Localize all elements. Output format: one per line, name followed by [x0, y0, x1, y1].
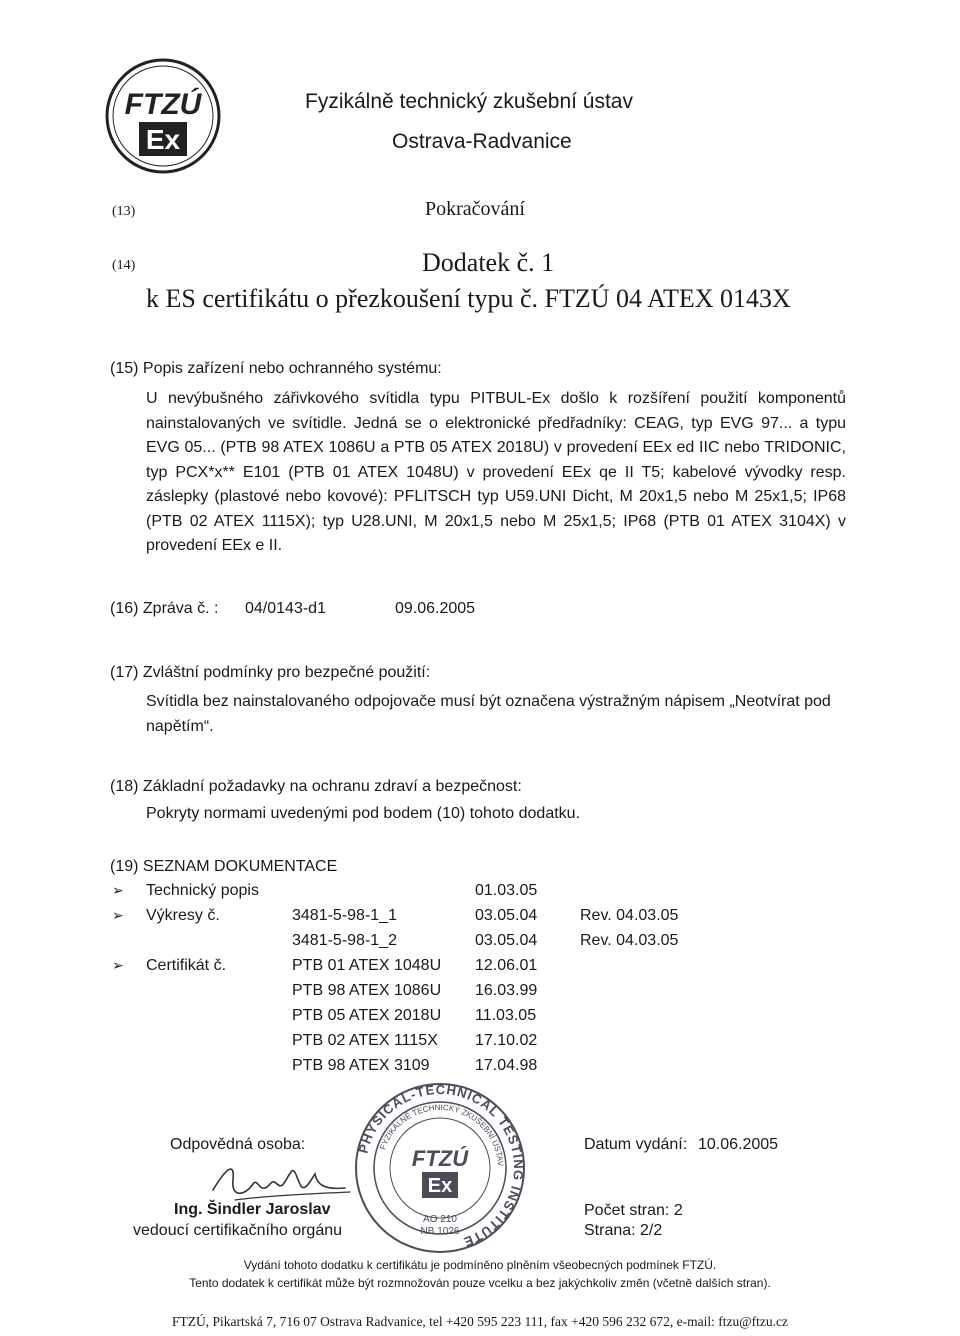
stamp-inner-ring-text: FYZIKÁLNĚ TECHNICKÝ ZKUŠEBNÍ ÚSTAV: [378, 1102, 506, 1167]
section-14-number: (14): [112, 258, 136, 273]
footer-contact: FTZÚ, Pikartská 7, 716 07 Ostrava Radvanice, tel +420 595 223 111, fax +420 596 232 672, e-mail: ftzu@ftzu.cz: [171, 1314, 789, 1329]
arrow-bullet-icon: ➢: [112, 907, 124, 923]
document-date: 12.06.01: [475, 957, 538, 974]
document-date: 16.03.99: [475, 982, 538, 999]
document-ref: PTB 01 ATEX 1048U: [292, 957, 442, 974]
stamp-code-1: AO 210: [423, 1214, 457, 1225]
document-ref: 3481-5-98-1_1: [292, 907, 397, 924]
stamp-logo-bottom: Ex: [427, 1175, 453, 1197]
document-date: 17.04.98: [475, 1057, 538, 1074]
responsible-person-label: Odpovědná osoba:: [170, 1136, 306, 1153]
document-date: 11.03.05: [475, 1007, 537, 1024]
logo-text-top: FTZÚ: [124, 88, 202, 121]
stamp-ring-text: PHYSICAL-TECHNICAL TESTING INSTITUTE: [355, 1082, 526, 1250]
signer-role: vedoucí certifikačního orgánu: [133, 1222, 343, 1239]
document-ref: PTB 98 ATEX 3109: [292, 1057, 430, 1074]
document-date: 17.10.02: [475, 1032, 538, 1049]
document-date: 01.03.05: [475, 882, 538, 899]
document-ref: PTB 05 ATEX 2018U: [292, 1007, 442, 1024]
section-19-label: (19) SEZNAM DOKUMENTACE: [110, 858, 338, 875]
stamp-logo-top: FTZÚ: [411, 1146, 469, 1171]
document-ref: PTB 98 ATEX 1086U: [292, 982, 442, 999]
section-17-label: (17) Zvláštní podmínky pro bezpečné použití:: [110, 664, 431, 681]
report-date: 09.06.2005: [395, 600, 476, 617]
document-revision: Rev. 04.03.05: [580, 907, 679, 924]
document-name: Výkresy č.: [146, 907, 220, 924]
document-date: 03.05.04: [475, 932, 538, 949]
ftzu-ex-logo: [103, 56, 223, 176]
institute-name: Fyzikálně technický zkušební ústav: [305, 90, 633, 113]
section-16-label: (16) Zpráva č. :: [110, 600, 219, 617]
arrow-bullet-icon: ➢: [112, 957, 124, 973]
continuation-heading: Pokračování: [425, 198, 525, 220]
arrow-bullet-icon: ➢: [112, 882, 124, 898]
document-name: Certifikát č.: [146, 957, 227, 974]
report-number: 04/0143-d1: [245, 600, 326, 617]
section-13-number: (13): [112, 204, 136, 219]
section-15-label: (15) Popis zařízení nebo ochranného systému:: [110, 360, 442, 377]
document-name: Technický popis: [146, 882, 259, 899]
logo-text-bottom: Ex: [145, 124, 181, 155]
section-15-text: U nevýbušného zářivkového svítidla typu PITBUL-Ex došlo k rozšíření použití komponentů nainstalovaných ve svítidle. Jedná se o elektronické předřadníky: CEAG, typ EVG 97... a typu EVG 05... (PTB 98 ATEX 1086U a PTB 05 ATEX 2018U) v provedení EEx ed IIC nebo TRIDONIC, typ PCX*x** E101 (PTB 01 ATEX 1048U) v provedení EEx qe II T5; kabelové vývodky resp. záslepky (plastové nebo kovové): PFLITSCH typ U59.UNI Dicht, M 20x1,5 nebo M 25x1,5; IP68 (PTB 02 ATEX 1115X); typ U28.UNI, M 20x1,5 nebo M 25x1,5; IP68 (PTB 01 ATEX 3104X) v provedení EEx e II.: [146, 390, 846, 554]
official-stamp: [354, 1082, 526, 1254]
validity-note: Vydání tohoto dodatku k certifikátu je podmíněno plněním všeobecných podmínek FTZÚ.: [243, 1258, 717, 1272]
section-17-text: Svítidla bez nainstalovaného odpojovače musí být označena výstražným nápisem „Neotvírat pod napětím“.: [146, 693, 831, 735]
section-18-label: (18) Základní požadavky na ochranu zdraví a bezpečnost:: [110, 778, 522, 795]
issue-date-value: 10.06.2005: [698, 1136, 779, 1153]
page-count: Počet stran: 2: [584, 1202, 683, 1219]
signer-name: Ing. Šindler Jaroslav: [174, 1201, 331, 1218]
addendum-title: Dodatek č. 1: [422, 248, 555, 277]
institute-city: Ostrava-Radvanice: [392, 130, 572, 153]
document-revision: Rev. 04.03.05: [580, 932, 679, 949]
issue-date-label: Datum vydání:: [584, 1136, 688, 1153]
reproduction-note: Tento dodatek k certifikát může být rozmnožován pouze vcelku a bez jakýchkoliv změn (včetně dalších stran).: [189, 1276, 771, 1290]
document-ref: 3481-5-98-1_2: [292, 932, 397, 949]
certificate-title: k ES certifikátu o přezkoušení typu č. FTZÚ 04 ATEX 0143X: [146, 284, 791, 313]
section-18-text: Pokryty normami uvedenými pod bodem (10) tohoto dodatku.: [146, 805, 581, 822]
document-ref: PTB 02 ATEX 1115X: [292, 1032, 438, 1049]
page-number: Strana: 2/2: [584, 1222, 663, 1239]
document-date: 03.05.04: [475, 907, 538, 924]
stamp-code-2: NB 1026: [420, 1226, 460, 1237]
section-15-description: [146, 387, 846, 559]
